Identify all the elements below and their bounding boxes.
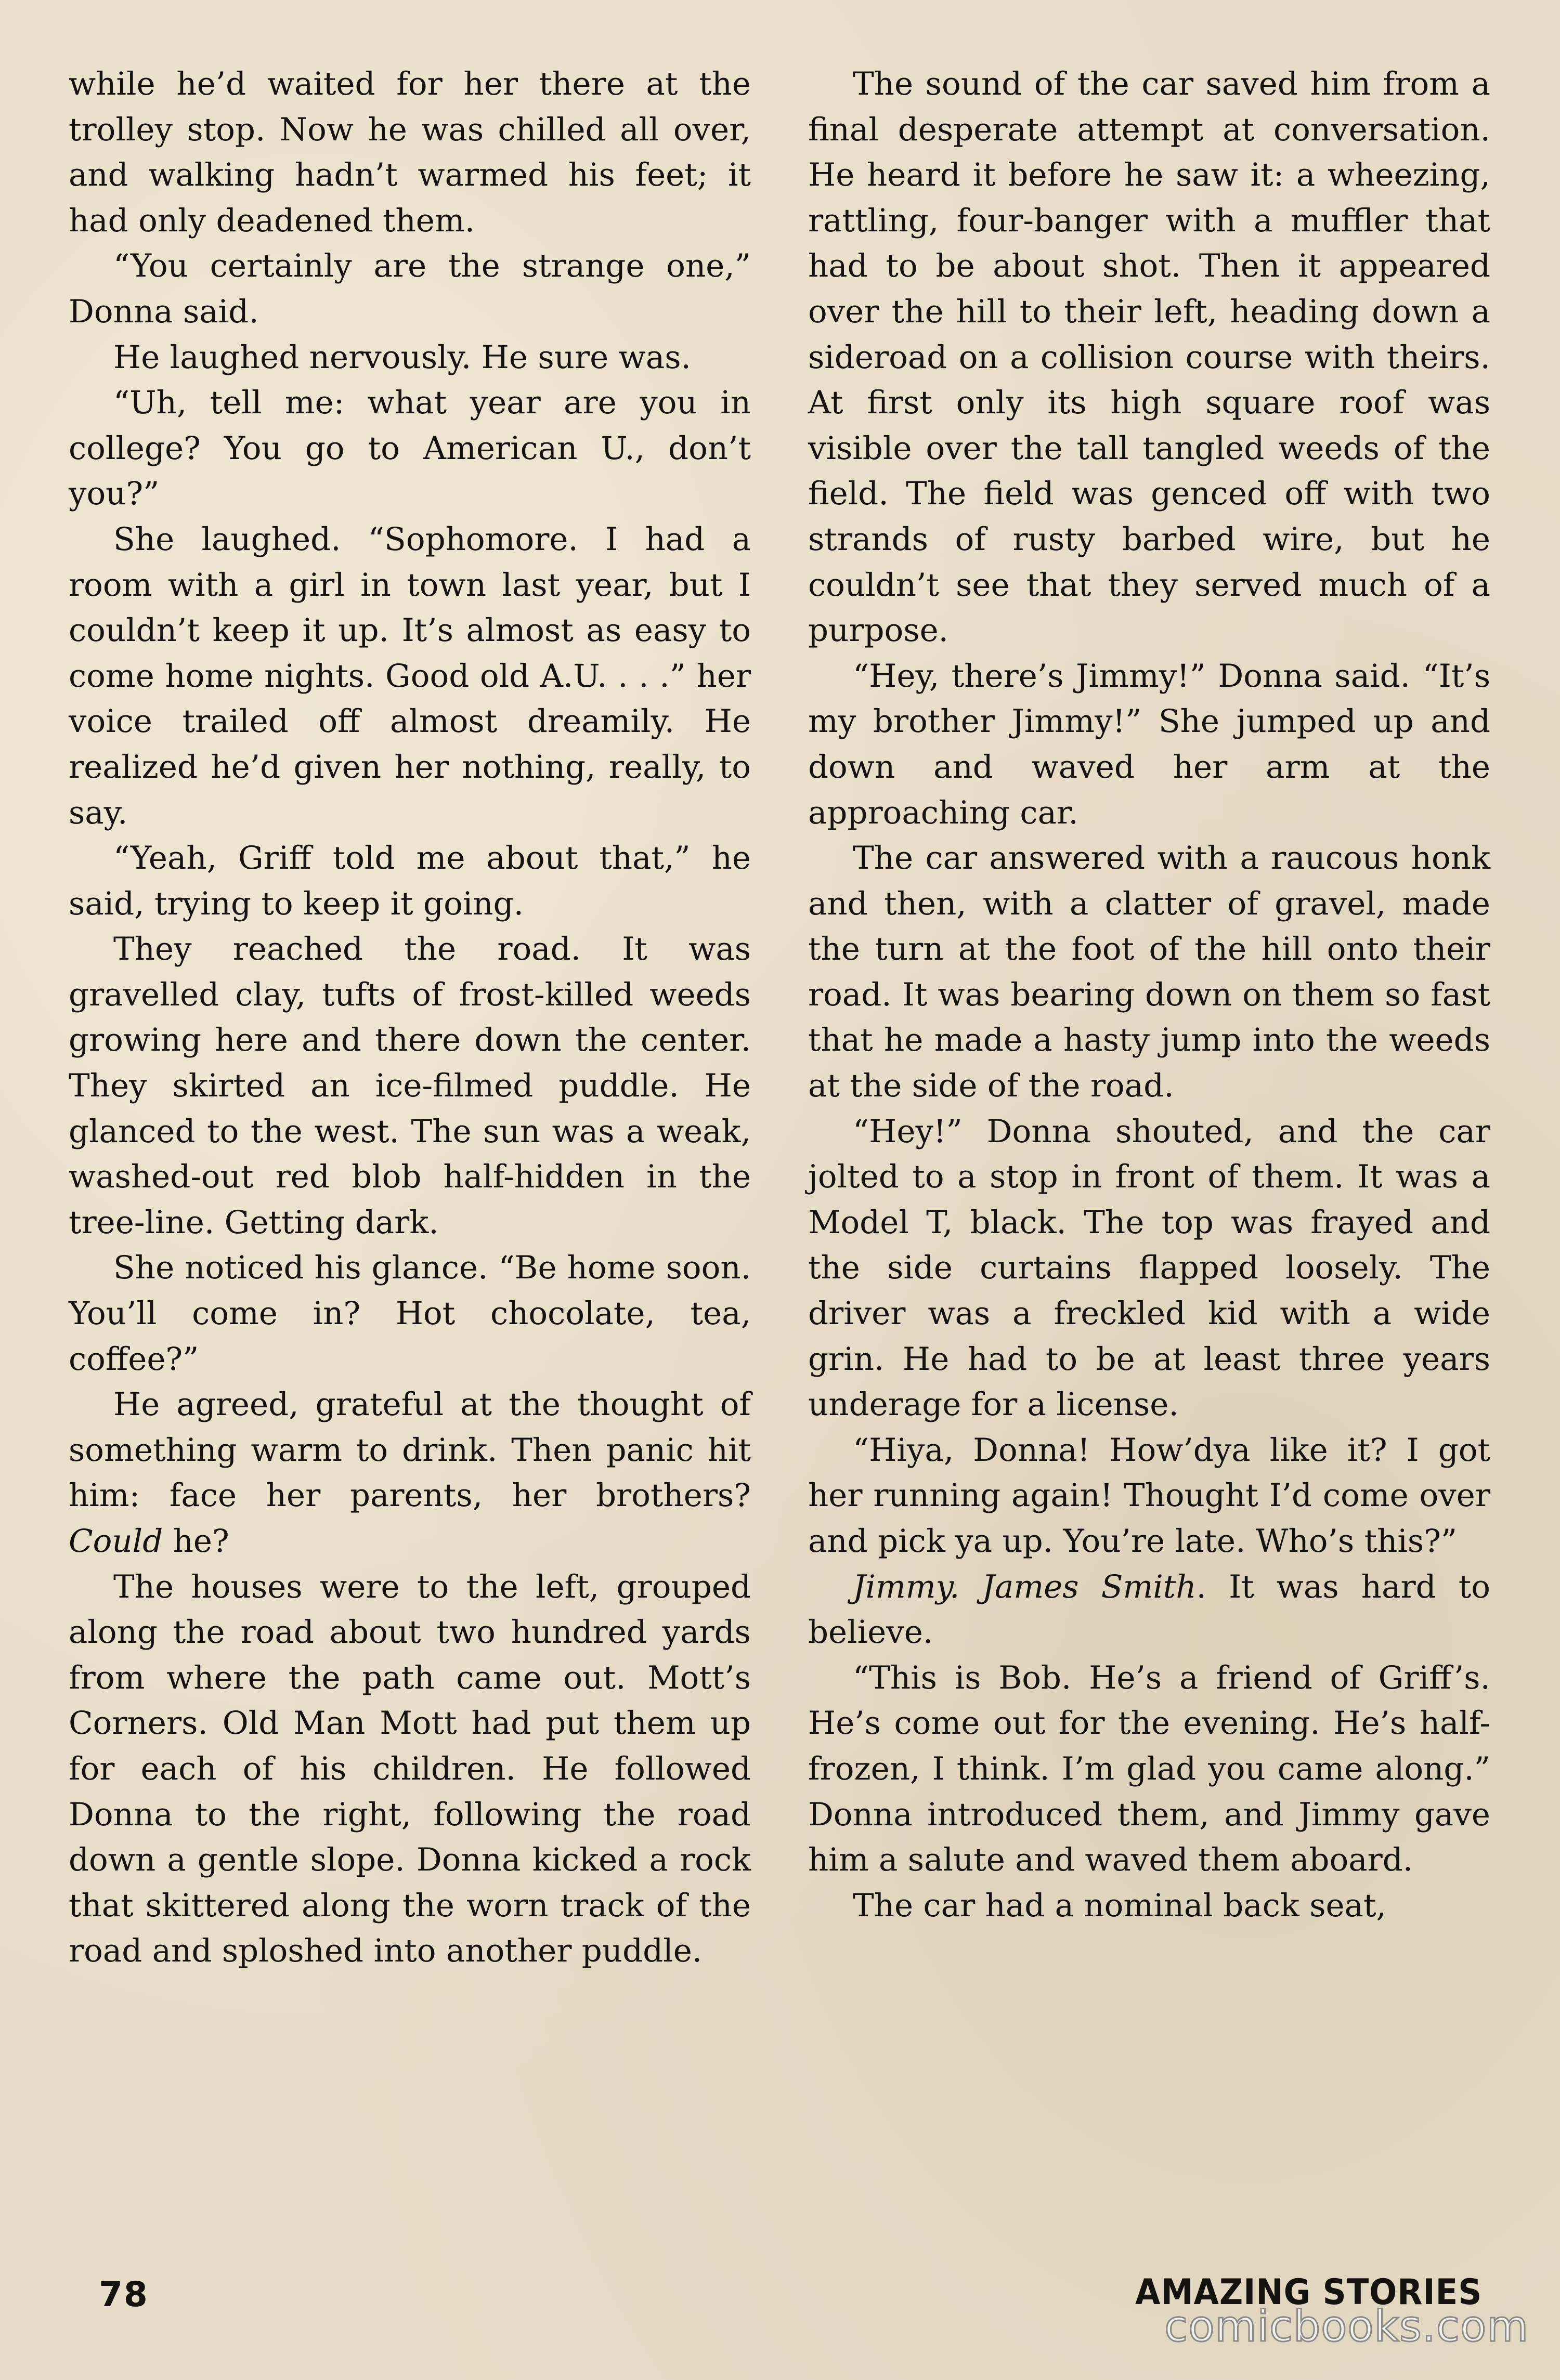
emphasis-text: Jimmy. James Smith (853, 1568, 1197, 1605)
paragraph: “Yeah, Griff told me about that,” he said, trying to keep it going. (69, 840, 751, 922)
paragraph: “Hey, there’s Jimmy!” Donna said. “It’s my brother Jimmy!” She jumped up and down and waved her arm at the approaching car. (808, 657, 1490, 831)
paragraph-text: he? (163, 1523, 229, 1560)
paragraph: The car had a nominal back seat, (853, 1887, 1386, 1924)
paragraph: She noticed his glance. “Be home soon. You’ll come in? Hot chocolate, tea, coffee?” (69, 1249, 751, 1378)
paragraph: The houses were to the left, grouped along the road about two hundred yards from where the path came out. Mott’s Corners. Old Man Mott had put them up for each of his children. He followed Donna to the right, following the road down a gentle slope. Donna kicked a rock that skittered along the worn track of the road and sploshed into another puddle. (69, 1568, 751, 1970)
left-text-column (69, 61, 751, 1974)
magazine-title: AMAZING STORIES (1135, 2272, 1482, 2313)
right-text-column (808, 61, 1490, 1928)
paragraph: “This is Bob. He’s a friend of Griff’s. He’s come out for the evening. He’s half-frozen, I think. I’m glad you came along.” Donna introduced them, and Jimmy gave him a salute and waved them aboard. (808, 1659, 1490, 1879)
paragraph: “Hiya, Donna! How’dya like it? I got her running again! Thought I’d come over and pick ya up. You’re late. Who’s this?” (808, 1431, 1490, 1560)
paragraph: “You certainly are the strange one,” Donna said. (69, 247, 751, 330)
paragraph (69, 1382, 751, 1564)
paragraph: The sound of the car saved him from a final desperate attempt at conversation. He heard it before he saw it: a wheezing, rattling, four-banger with a muffler that had to be about shot. Then it appeared over the hill to their left, heading down a sideroad on a collision course with theirs. At first only its high square roof was visible over the tall tangled weeds of the field. The field was genced off with two strands of rusty barbed wire, but he couldn’t see that they served much of a purpose. (808, 66, 1490, 649)
paragraph: They reached the road. It was gravelled clay, tufts of frost-killed weeds growing here and there down the center. They skirted an ice-filmed puddle. He glanced to the west. The sun was a weak, washed-out red blob half-hidden in the tree-line. Getting dark. (69, 931, 751, 1241)
paragraph: He laughed nervously. He sure was. (113, 338, 691, 376)
paragraph: “Hey!” Donna shouted, and the car jolted to a stop in front of them. It was a Model T, black. The top was frayed and the side curtains flapped loosely. The driver was a freckled kid with a wide grin. He had to be at least three years underage for a license. (808, 1113, 1490, 1423)
paragraph: The car answered with a raucous honk and then, with a clatter of gravel, made the turn at the foot of the hill onto their road. It was bearing down on them so fast that he made a hasty jump into the weeds at the side of the road. (808, 840, 1490, 1105)
paragraph (808, 1564, 1490, 1655)
paragraph: while he’d waited for her there at the trolley stop. Now he was chilled all over, and walking hadn’t warmed his feet; it had only deadened them. (69, 66, 751, 239)
paragraph: She laughed. “Sophomore. I had a room with a girl in town last year, but I couldn’t keep it up. It’s almost as easy to come home nights. Good old A.U. . . .” her voice trailed off almost dreamily. He realized he’d given her nothing, really, to say. (69, 520, 751, 831)
emphasis-text: Could (69, 1523, 163, 1560)
watermark: comicbooks.com (1164, 2302, 1529, 2351)
page-number: 78 (99, 2274, 149, 2314)
paragraph-text: He agreed, grateful at the thought of something warm to drink. Then panic hit him: face her parents, her brothers? (69, 1386, 751, 1514)
paragraph: “Uh, tell me: what year are you in college? You go to American U., don’t you?” (69, 384, 751, 513)
paragraph-text: . It was hard to believe. (808, 1568, 1490, 1651)
